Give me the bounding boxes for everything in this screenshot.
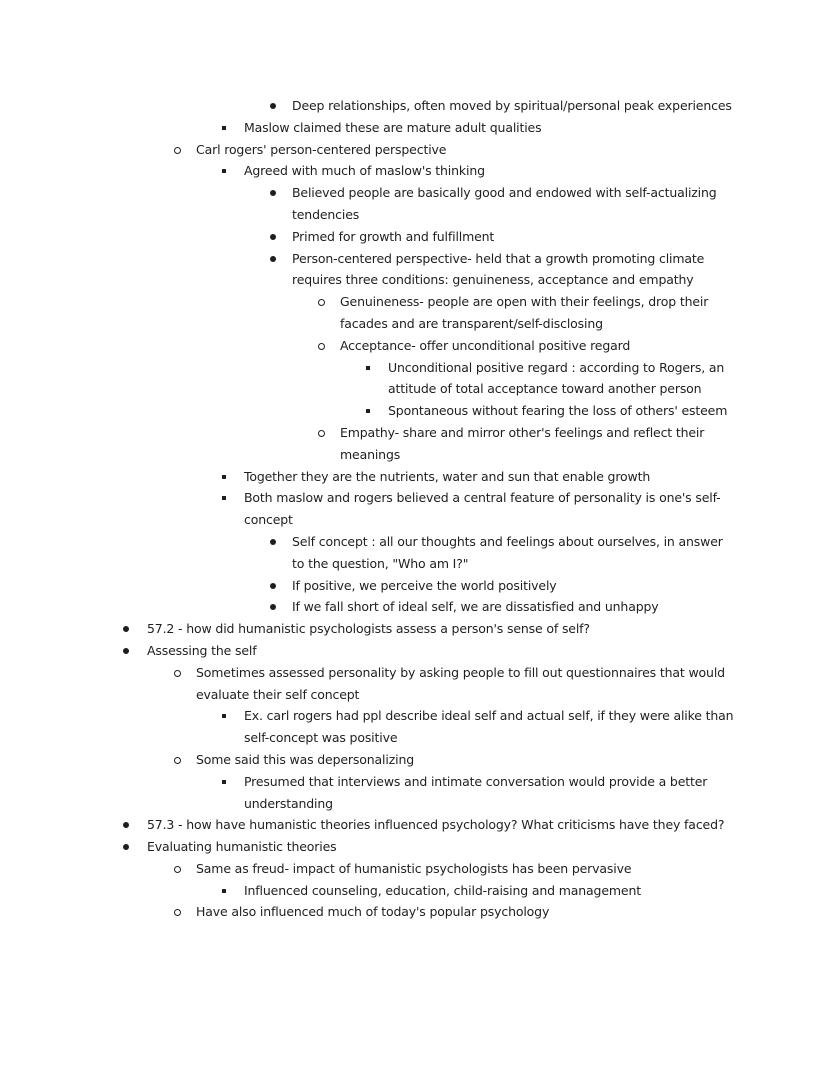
list-item-text: Presumed that interviews and intimate conversation would provide a better understanding: [244, 773, 708, 811]
list-item-text: 57.2 - how did humanistic psychologists assess a person's sense of self?: [147, 621, 590, 637]
notes-list: [0, 95, 828, 923]
list-item-text: Primed for growth and fulfillment: [292, 228, 495, 244]
list-item-text: Sometimes assessed personality by asking people to fill out questionnaires that would evaluate their self concept: [196, 664, 725, 702]
open-circle-bullet-icon: [318, 343, 325, 350]
open-circle-bullet-icon: [174, 866, 181, 873]
list-item: [0, 400, 828, 422]
filled-circle-bullet-icon: [270, 256, 276, 262]
list-item: [0, 357, 828, 401]
list-item-text: Ex. carl rogers had ppl describe ideal self and actual self, if they were alike than self-concept was positive: [244, 708, 734, 746]
square-bullet-icon: [222, 126, 226, 130]
list-item: [0, 771, 828, 815]
square-bullet-icon: [222, 169, 226, 173]
list-item: [0, 226, 828, 248]
filled-circle-bullet-icon: [123, 648, 129, 654]
list-item: [0, 160, 828, 182]
square-bullet-icon: [222, 714, 226, 718]
open-circle-bullet-icon: [174, 909, 181, 916]
list-item: [0, 596, 828, 618]
list-item: [0, 618, 828, 640]
list-item-text: Self concept : all our thoughts and feelings about ourselves, in answer to the question, "Who am I?": [292, 533, 723, 571]
list-item-text: Influenced counseling, education, child-raising and management: [244, 882, 641, 898]
list-item: [0, 836, 828, 858]
open-circle-bullet-icon: [174, 757, 181, 764]
list-item-text: Carl rogers' person-centered perspective: [196, 141, 447, 157]
list-item: [0, 880, 828, 902]
list-item-text: Spontaneous without fearing the loss of others' esteem: [388, 403, 728, 419]
square-bullet-icon: [222, 780, 226, 784]
list-item: [0, 575, 828, 597]
list-item: [0, 422, 828, 466]
list-item-text: Believed people are basically good and endowed with self-actualizing tendencies: [292, 185, 717, 222]
list-item: [0, 531, 828, 575]
list-item-text: Evaluating humanistic theories: [147, 839, 337, 855]
filled-circle-bullet-icon: [270, 234, 276, 240]
list-item-text: Acceptance- offer unconditional positive regard: [340, 337, 631, 353]
list-item: [0, 901, 828, 923]
list-item: [0, 749, 828, 771]
list-item-text: 57.3 - how have humanistic theories influenced psychology? What criticisms have they faced?: [147, 817, 725, 833]
list-item: [0, 814, 828, 836]
list-item: [0, 291, 828, 335]
square-bullet-icon: [222, 496, 226, 500]
list-item: [0, 858, 828, 880]
filled-circle-bullet-icon: [123, 626, 129, 632]
open-circle-bullet-icon: [318, 299, 325, 306]
list-item-text: Unconditional positive regard : according to Rogers, an attitude of total acceptance toward another person: [388, 359, 725, 397]
list-item-text: Genuineness- people are open with their feelings, drop their facades and are transparent/self-disclosing: [340, 294, 709, 331]
square-bullet-icon: [222, 889, 226, 893]
list-item: [0, 466, 828, 488]
list-item-text: Same as freud- impact of humanistic psychologists has been pervasive: [196, 860, 632, 876]
list-item-text: Agreed with much of maslow's thinking: [244, 163, 485, 179]
list-item-text: Together they are the nutrients, water and sun that enable growth: [244, 468, 651, 484]
filled-circle-bullet-icon: [270, 539, 276, 545]
list-item-text: Deep relationships, often moved by spiritual/personal peak experiences: [292, 98, 732, 113]
list-item: [0, 335, 828, 357]
list-item: [0, 182, 828, 226]
list-item-text: Empathy- share and mirror other's feelings and reflect their meanings: [340, 424, 705, 462]
list-item: [0, 95, 828, 117]
list-item-text: Some said this was depersonalizing: [196, 751, 414, 767]
list-item-text: Assessing the self: [147, 642, 257, 658]
filled-circle-bullet-icon: [270, 190, 276, 196]
list-item-text: If we fall short of ideal self, we are dissatisfied and unhappy: [292, 599, 659, 615]
list-item: [0, 487, 828, 531]
list-item: [0, 705, 828, 749]
filled-circle-bullet-icon: [270, 604, 276, 610]
square-bullet-icon: [366, 366, 370, 370]
open-circle-bullet-icon: [174, 147, 181, 154]
list-item-text: Have also influenced much of today's popular psychology: [196, 904, 550, 920]
filled-circle-bullet-icon: [123, 822, 129, 828]
list-item-text: Both maslow and rogers believed a central feature of personality is one's self-concept: [244, 490, 721, 528]
filled-circle-bullet-icon: [270, 583, 276, 589]
list-item-text: Person-centered perspective- held that a growth promoting climate requires three conditions: genuineness, acceptance and empathy: [292, 250, 705, 288]
open-circle-bullet-icon: [318, 430, 325, 437]
list-item: [0, 662, 828, 706]
list-item-text: If positive, we perceive the world positively: [292, 577, 557, 593]
filled-circle-bullet-icon: [270, 103, 276, 109]
list-item: [0, 640, 828, 662]
filled-circle-bullet-icon: [123, 844, 129, 850]
square-bullet-icon: [366, 409, 370, 413]
open-circle-bullet-icon: [174, 670, 181, 677]
list-item: [0, 117, 828, 139]
list-item-text: Maslow claimed these are mature adult qualities: [244, 119, 542, 135]
list-item: [0, 248, 828, 292]
list-item: [0, 139, 828, 161]
square-bullet-icon: [222, 475, 226, 479]
